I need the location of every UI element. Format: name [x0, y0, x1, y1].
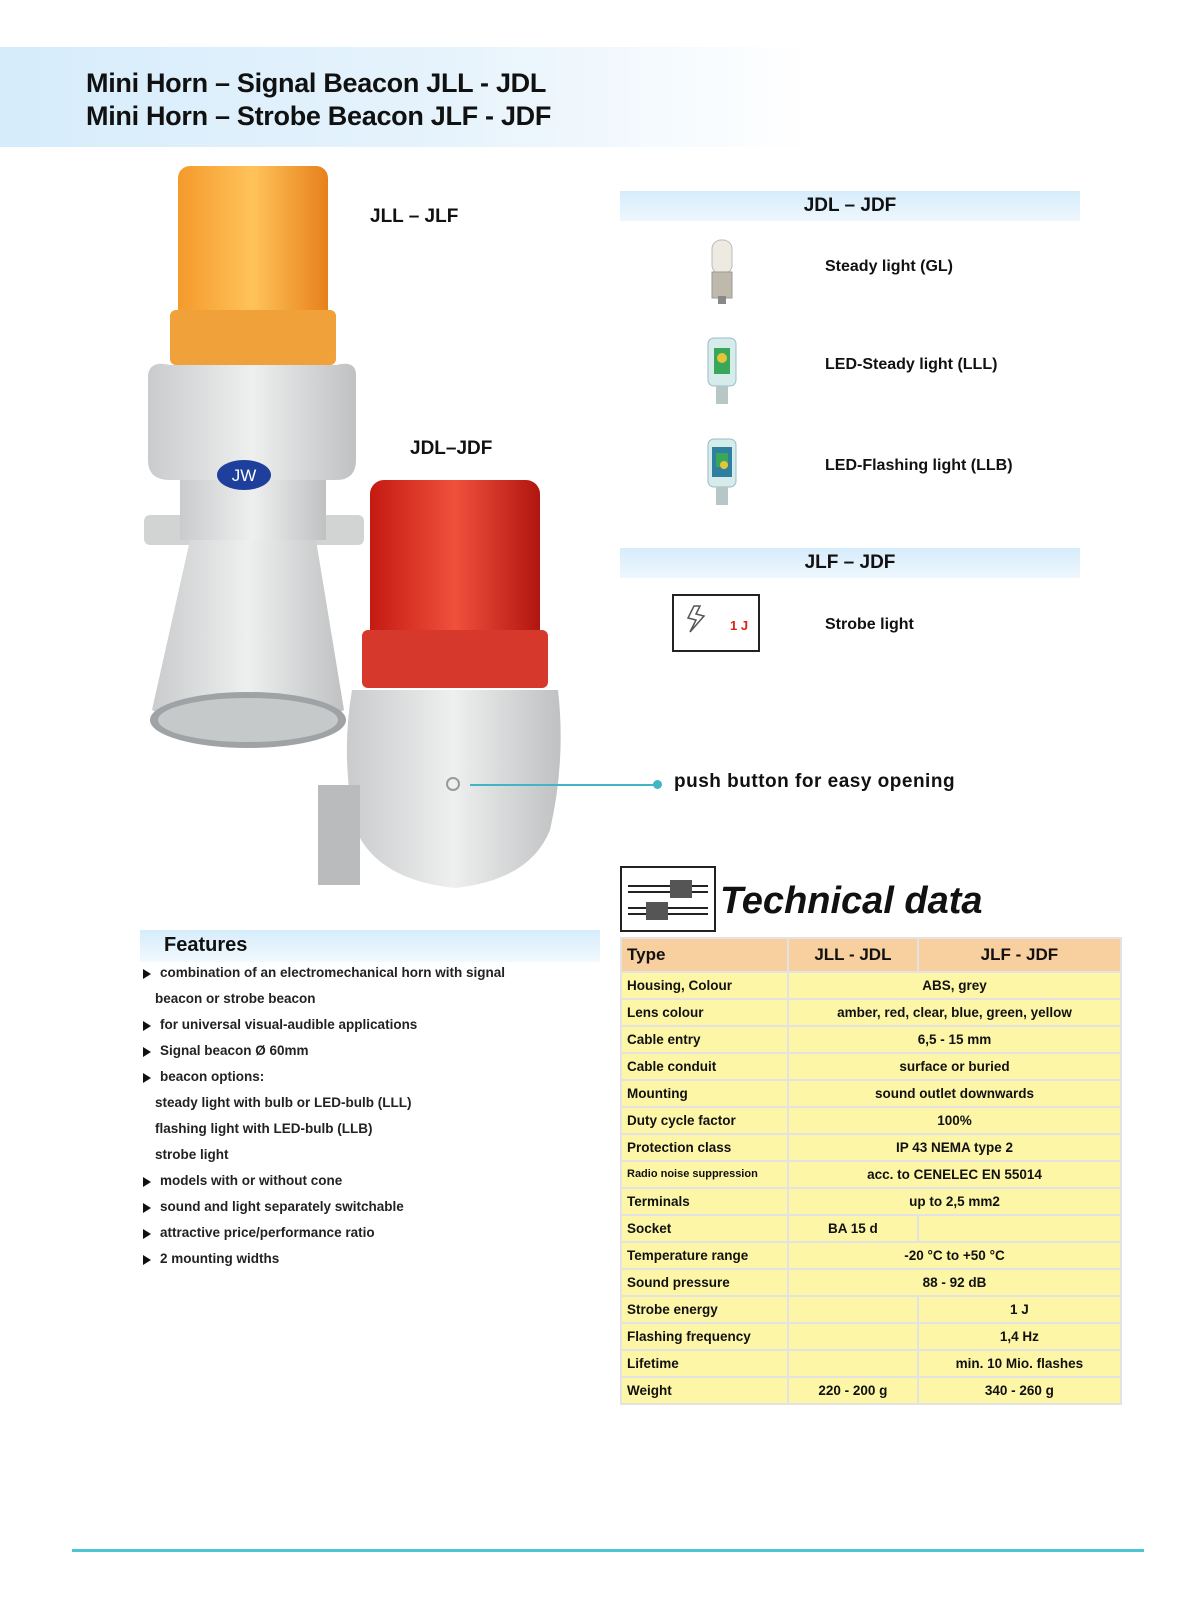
callout-dot	[653, 780, 662, 789]
row-label: Mounting	[621, 1080, 788, 1107]
row-label: Lens colour	[621, 999, 788, 1026]
option-steady-light	[660, 230, 1080, 310]
table-row	[621, 1242, 1121, 1269]
row-label: Lifetime	[621, 1350, 788, 1377]
product-illustration	[130, 160, 600, 900]
row-label: Duty cycle factor	[621, 1107, 788, 1134]
row-label: Strobe energy	[621, 1296, 788, 1323]
row-label: Flashing frequency	[621, 1323, 788, 1350]
row-label: Temperature range	[621, 1242, 788, 1269]
bullet-triangle-icon	[143, 1203, 151, 1213]
row-value-jlf-jdf: 340 - 260 g	[918, 1377, 1121, 1404]
bullet-triangle-icon	[143, 1047, 151, 1057]
callout-line	[470, 784, 658, 786]
row-value: 88 - 92 dB	[788, 1269, 1121, 1296]
row-value: 6,5 - 15 mm	[788, 1026, 1121, 1053]
push-button-note: push button for easy opening	[674, 771, 956, 792]
option-led-flashing-light	[660, 429, 1080, 509]
row-label: Weight	[621, 1377, 788, 1404]
row-value-jlf-jdf	[918, 1215, 1121, 1242]
list-item: flashing light with LED-bulb (LLB)	[155, 1121, 373, 1136]
led-flash-bulb-icon	[702, 435, 742, 516]
label-jdl-jdf: JDL–JDF	[410, 438, 493, 459]
row-label: Terminals	[621, 1188, 788, 1215]
table-header-row	[621, 938, 1121, 972]
option-label: Steady light (GL)	[825, 258, 953, 275]
option-strobe-light	[660, 588, 1080, 668]
table-row	[621, 1377, 1121, 1404]
technical-data-title: Technical data	[720, 880, 983, 922]
row-label: Protection class	[621, 1134, 788, 1161]
features-title: Features	[164, 934, 248, 956]
table-row	[621, 1026, 1121, 1053]
table-row	[621, 1269, 1121, 1296]
row-value: IP 43 NEMA type 2	[788, 1134, 1121, 1161]
list-item: beacon options:	[143, 1064, 603, 1090]
table-header-cell: JLF - JDF	[918, 938, 1121, 972]
strobe-icon	[672, 594, 760, 652]
row-label: Housing, Colour	[621, 972, 788, 999]
cable-icon	[620, 866, 716, 932]
list-item: steady light with bulb or LED-bulb (LLL)	[155, 1095, 412, 1110]
table-row	[621, 999, 1121, 1026]
row-value-jlf-jdf: 1 J	[918, 1296, 1121, 1323]
bullet-triangle-icon	[143, 1177, 151, 1187]
table-header-cell: JLL - JDL	[788, 938, 918, 972]
table-row	[621, 1350, 1121, 1377]
list-item: 2 mounting widths	[143, 1246, 603, 1272]
option-led-steady-light	[660, 328, 1080, 408]
table-row	[621, 1134, 1121, 1161]
list-item: beacon or strobe beacon	[155, 991, 316, 1006]
table-row	[621, 1296, 1121, 1323]
page-title-line-2: Mini Horn – Strobe Beacon JLF - JDF	[86, 101, 552, 131]
row-value-jll-jdl	[788, 1350, 918, 1377]
row-value: ABS, grey	[788, 972, 1121, 999]
product-photo	[130, 160, 600, 900]
list-item: attractive price/performance ratio	[143, 1220, 603, 1246]
table-row	[621, 1107, 1121, 1134]
row-label: Radio noise suppression	[621, 1161, 788, 1188]
list-item: strobe light	[155, 1147, 229, 1162]
footer-rule	[72, 1549, 1144, 1552]
table-row	[621, 1080, 1121, 1107]
bullet-triangle-icon	[143, 1229, 151, 1239]
row-label: Cable entry	[621, 1026, 788, 1053]
svg-text:JW: JW	[231, 466, 257, 485]
section-header-jlf-jdf: JLF – JDF	[620, 548, 1080, 578]
features-list	[143, 960, 603, 1272]
section-header-jdl-jdf: JDL – JDF	[620, 191, 1080, 221]
row-value: 100%	[788, 1107, 1121, 1134]
table-row	[621, 1323, 1121, 1350]
strobe-energy-label: 1 J	[730, 618, 749, 633]
row-value-jll-jdl	[788, 1323, 918, 1350]
row-value: surface or buried	[788, 1053, 1121, 1080]
bulb-icon	[702, 236, 742, 313]
table-row	[621, 1053, 1121, 1080]
bullet-triangle-icon	[143, 1021, 151, 1031]
list-item: Signal beacon Ø 60mm	[143, 1038, 603, 1064]
row-value: amber, red, clear, blue, green, yellow	[788, 999, 1121, 1026]
technical-data-table	[620, 937, 1122, 1405]
row-value: -20 °C to +50 °C	[788, 1242, 1121, 1269]
row-label: Cable conduit	[621, 1053, 788, 1080]
label-jll-jlf: JLL – JLF	[370, 206, 459, 227]
list-item: combination of an electromechanical horn with signal	[143, 960, 603, 986]
row-value: sound outlet downwards	[788, 1080, 1121, 1107]
bullet-triangle-icon	[143, 1073, 151, 1083]
row-value-jll-jdl: 220 - 200 g	[788, 1377, 918, 1404]
row-value-jlf-jdf: 1,4 Hz	[918, 1323, 1121, 1350]
bullet-triangle-icon	[143, 969, 151, 979]
page-title-line-1: Mini Horn – Signal Beacon JLL - JDL	[86, 68, 547, 98]
list-item: for universal visual-audible applications	[143, 1012, 603, 1038]
row-label: Sound pressure	[621, 1269, 788, 1296]
table-row	[621, 1161, 1121, 1188]
row-value-jll-jdl	[788, 1296, 918, 1323]
table-header-cell: Type	[621, 938, 788, 972]
table-row	[621, 972, 1121, 999]
jll-jlf-beacon	[144, 166, 364, 748]
row-label: Socket	[621, 1215, 788, 1242]
bullet-triangle-icon	[143, 1255, 151, 1265]
option-label: LED-Flashing light (LLB)	[825, 457, 1013, 474]
list-item: sound and light separately switchable	[143, 1194, 603, 1220]
list-item: models with or without cone	[143, 1168, 603, 1194]
option-label: Strobe light	[825, 616, 914, 633]
table-row	[621, 1188, 1121, 1215]
row-value-jlf-jdf: min. 10 Mio. flashes	[918, 1350, 1121, 1377]
led-bulb-icon	[702, 334, 742, 415]
row-value: up to 2,5 mm2	[788, 1188, 1121, 1215]
table-row	[621, 1215, 1121, 1242]
option-label: LED-Steady light (LLL)	[825, 356, 998, 373]
row-value-jll-jdl: BA 15 d	[788, 1215, 918, 1242]
row-value: acc. to CENELEC EN 55014	[788, 1161, 1121, 1188]
